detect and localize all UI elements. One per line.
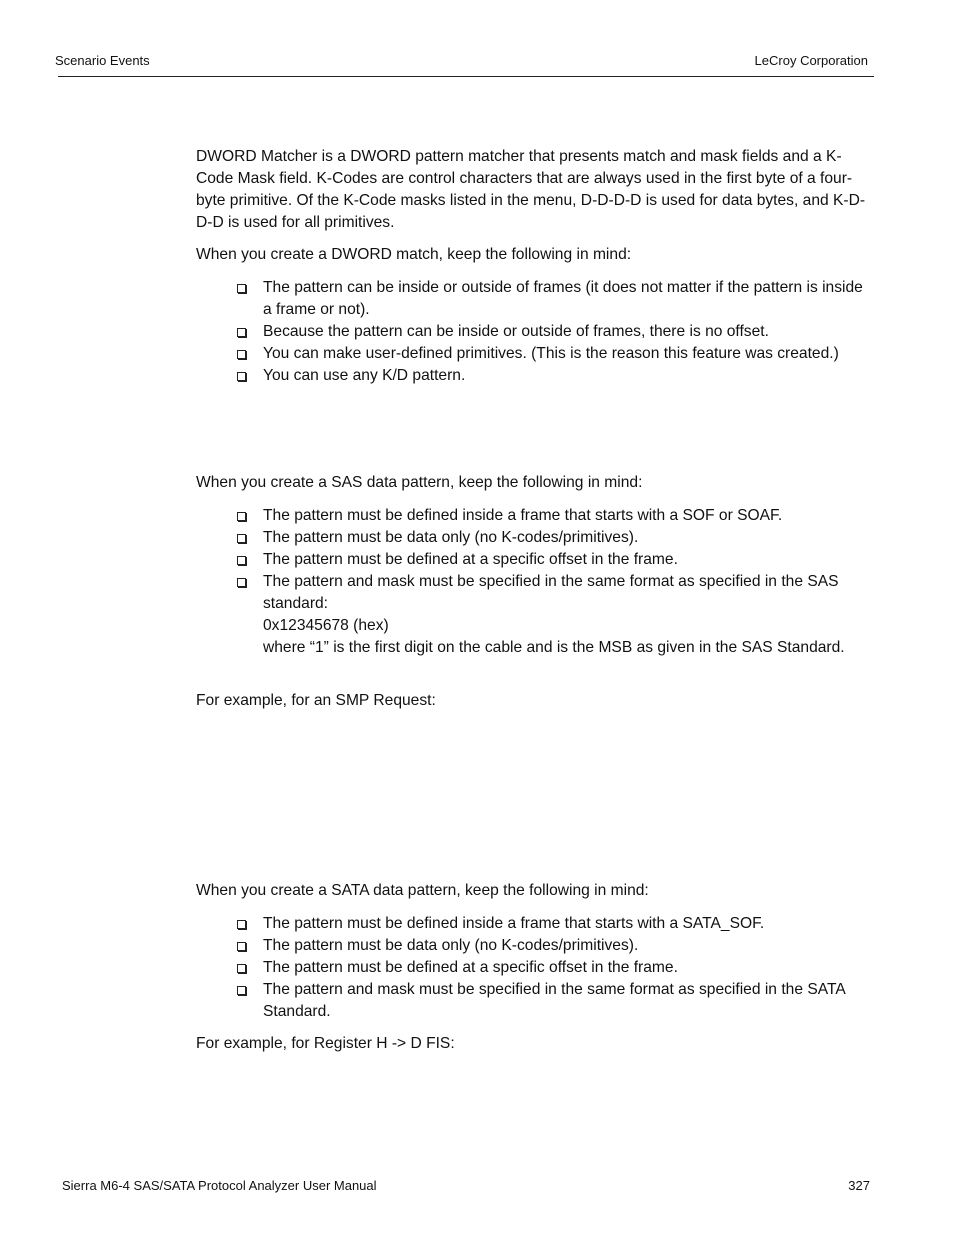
list-item-text: The pattern must be defined at a specific offset in the frame. bbox=[263, 959, 678, 976]
sas-bullet-list bbox=[237, 505, 867, 659]
list-item-text: The pattern and mask must be specified in the same format as specified in the SAS standard: bbox=[263, 573, 839, 612]
msb-note: where “1” is the first digit on the cable and is the MSB as given in the SAS Standard. bbox=[263, 639, 845, 656]
sata-lead-block bbox=[196, 880, 874, 902]
checkbox-bullet-icon bbox=[237, 534, 246, 543]
list-item-text: Because the pattern can be inside or outside of frames, there is no offset. bbox=[263, 323, 769, 340]
header-divider bbox=[58, 76, 874, 77]
list-item-text: The pattern must be data only (no K-codes/primitives). bbox=[263, 937, 639, 954]
sas-example-block bbox=[196, 690, 874, 712]
dword-bullet-list bbox=[237, 277, 867, 387]
sata-example-block bbox=[196, 1033, 874, 1055]
checkbox-bullet-icon bbox=[237, 512, 246, 521]
list-item-text: The pattern can be inside or outside of frames (it does not matter if the pattern is inside a frame or not). bbox=[263, 279, 863, 318]
dword-intro-block bbox=[196, 146, 874, 234]
sata-example-paragraph: For example, for Register H -> D FIS: bbox=[196, 1035, 455, 1052]
list-item bbox=[237, 527, 867, 549]
list-item-text: You can make user-defined primitives. (This is the reason this feature was created.) bbox=[263, 345, 839, 362]
running-header-section: Scenario Events bbox=[55, 53, 150, 68]
checkbox-bullet-icon bbox=[237, 578, 246, 587]
checkbox-bullet-icon bbox=[237, 942, 246, 951]
checkbox-bullet-icon bbox=[237, 556, 246, 565]
list-item-text: The pattern must be defined inside a frame that starts with a SOF or SOAF. bbox=[263, 507, 783, 524]
list-item bbox=[237, 505, 867, 527]
list-item bbox=[237, 979, 867, 1023]
hex-example: 0x12345678 (hex) bbox=[263, 617, 389, 634]
checkbox-bullet-icon bbox=[237, 986, 246, 995]
list-item bbox=[237, 957, 867, 979]
list-item-text: The pattern must be defined at a specific offset in the frame. bbox=[263, 551, 678, 568]
dword-lead-block bbox=[196, 244, 874, 266]
checkbox-bullet-icon bbox=[237, 284, 246, 293]
dword-intro-paragraph: DWORD Matcher is a DWORD pattern matcher that presents match and mask fields and a K-Code Mask field. K-Codes are control characters that are always used in the first byte of a four-byte primitive. Of the K-Code masks listed in the menu, D-D-D-D is used for data bytes, and K-D-D-D is used for all primitives. bbox=[196, 148, 866, 231]
sas-lead-block bbox=[196, 472, 874, 494]
list-item bbox=[237, 365, 867, 387]
sas-lead-paragraph: When you create a SAS data pattern, keep the following in mind: bbox=[196, 474, 643, 491]
sata-lead-paragraph: When you create a SATA data pattern, keep the following in mind: bbox=[196, 882, 649, 899]
list-item-text: The pattern must be data only (no K-codes/primitives). bbox=[263, 529, 639, 546]
dword-lead-paragraph: When you create a DWORD match, keep the following in mind: bbox=[196, 246, 632, 263]
checkbox-bullet-icon bbox=[237, 328, 246, 337]
list-item-text: The pattern and mask must be specified in the same format as specified in the SATA Standard. bbox=[263, 981, 845, 1020]
list-item-text: The pattern must be defined inside a frame that starts with a SATA_SOF. bbox=[263, 915, 765, 932]
list-item bbox=[237, 343, 867, 365]
page-number: 327 bbox=[848, 1178, 870, 1193]
list-item bbox=[237, 913, 867, 935]
footer-manual-title: Sierra M6-4 SAS/SATA Protocol Analyzer User Manual bbox=[62, 1178, 377, 1193]
list-item bbox=[237, 277, 867, 321]
sata-bullet-list bbox=[237, 913, 867, 1023]
list-item bbox=[237, 321, 867, 343]
checkbox-bullet-icon bbox=[237, 920, 246, 929]
list-item bbox=[237, 935, 867, 957]
running-header-company: LeCroy Corporation bbox=[754, 53, 868, 68]
checkbox-bullet-icon bbox=[237, 964, 246, 973]
checkbox-bullet-icon bbox=[237, 372, 246, 381]
list-item bbox=[237, 549, 867, 571]
list-item bbox=[237, 571, 867, 659]
sas-example-paragraph: For example, for an SMP Request: bbox=[196, 692, 436, 709]
list-item-text: You can use any K/D pattern. bbox=[263, 367, 466, 384]
checkbox-bullet-icon bbox=[237, 350, 246, 359]
